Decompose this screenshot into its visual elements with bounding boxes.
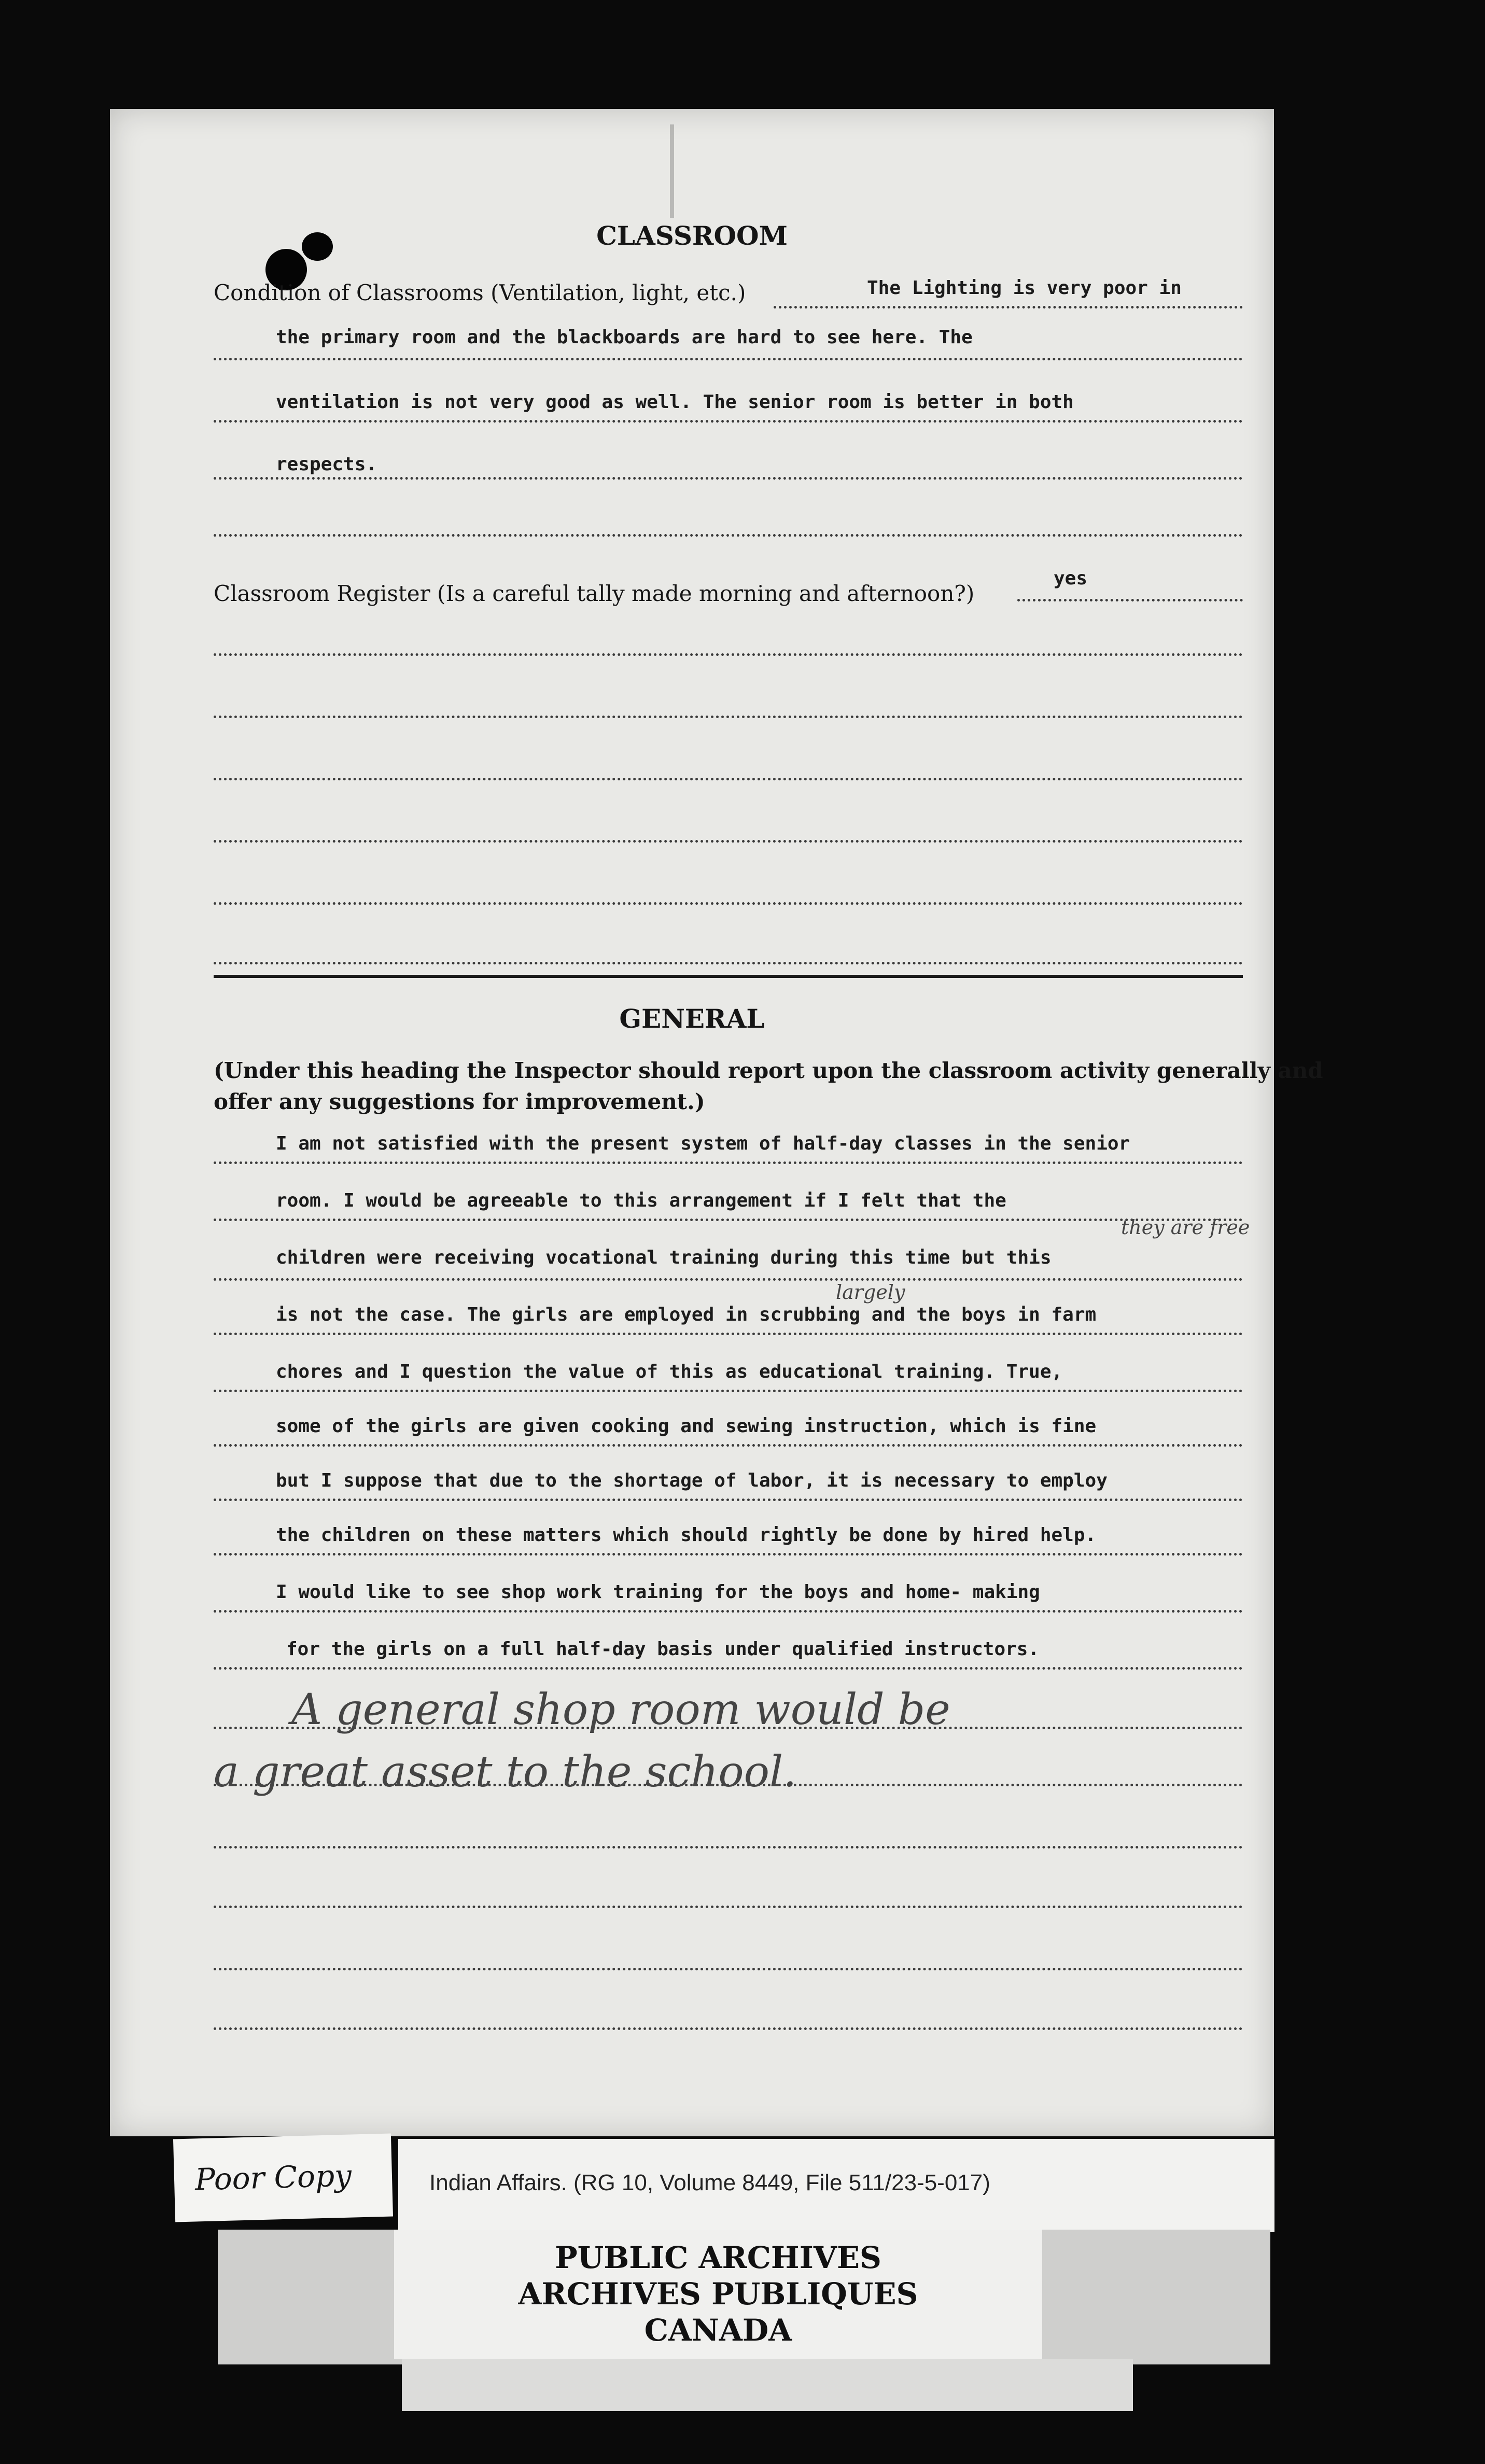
- dotted-line: [214, 1333, 1243, 1335]
- classroom-heading: CLASSROOM: [596, 220, 788, 251]
- general-line-10: for the girls on a full half-day basis under qualified instructors.: [286, 1639, 1040, 1660]
- dotted-line: [214, 1667, 1243, 1670]
- general-line-6: some of the girls are given cooking and sewing instruction, which is fine: [276, 1416, 1097, 1437]
- handwritten-insert-largely: largely: [836, 1281, 905, 1304]
- dotted-line: [214, 840, 1243, 843]
- poor-copy-card: [173, 2134, 393, 2222]
- condition-line-2: the primary room and the blackboards are hard to see here. The: [276, 327, 973, 348]
- document-page: [110, 109, 1323, 2136]
- dotted-line: [774, 306, 1243, 309]
- dotted-line: [214, 1610, 1243, 1613]
- dotted-line: [214, 716, 1243, 718]
- archives-country: CANADA: [644, 2313, 792, 2348]
- dotted-line: [214, 1390, 1243, 1392]
- general-line-3: children were receiving vocational training during this time but this: [276, 1247, 1052, 1268]
- dotted-line: [1017, 599, 1243, 601]
- dotted-line: [214, 1219, 1243, 1221]
- dotted-line: [214, 2027, 1243, 2030]
- archives-stamp-tab: [402, 2359, 1133, 2411]
- dotted-line: [214, 358, 1243, 360]
- condition-label: Condition of Classrooms (Ventilation, light, etc.): [214, 280, 746, 305]
- dotted-line: [214, 902, 1243, 905]
- register-label: Classroom Register (Is a careful tally made morning and afternoon?): [214, 581, 975, 606]
- dotted-line: [214, 1161, 1243, 1164]
- poor-copy-label: Poor Copy: [194, 2158, 352, 2197]
- dotted-line: [214, 1553, 1243, 1556]
- handwritten-line-1: A general shop room would be: [291, 1685, 950, 1734]
- dotted-line: [214, 1968, 1243, 1970]
- general-line-9: I would like to see shop work training for the boys and home- making: [276, 1581, 1040, 1603]
- general-line-8: the children on these matters which should rightly be done by hired help.: [276, 1524, 1097, 1546]
- dotted-line: [214, 420, 1243, 423]
- dotted-line: [214, 534, 1243, 537]
- archives-english: PUBLIC ARCHIVES: [555, 2240, 881, 2275]
- dotted-line: [214, 1846, 1243, 1849]
- condition-line-3: ventilation is not very good as well. The senior room is better in both: [276, 391, 1074, 413]
- section-divider: [214, 975, 1243, 978]
- handwritten-line-2: a great asset to the school.: [214, 1747, 797, 1797]
- general-line-5: chores and I question the value of this as educational training. True,: [276, 1361, 1063, 1382]
- handwritten-insert-free: they are free: [1121, 1216, 1250, 1239]
- dotted-line: [214, 778, 1243, 780]
- dotted-line: [214, 1444, 1243, 1447]
- general-line-4: is not the case. The girls are employed in scrubbing and the boys in farm: [276, 1304, 1097, 1325]
- dotted-line: [214, 1278, 1243, 1281]
- reference-strip: [398, 2139, 1274, 2232]
- paper-fold-mark: [670, 124, 674, 218]
- general-line-2: room. I would be agreeable to this arrangement if I felt that the: [276, 1190, 1006, 1211]
- general-heading: GENERAL: [619, 1003, 765, 1034]
- condition-line-4: respects.: [276, 454, 377, 475]
- dotted-line: [214, 477, 1243, 480]
- dotted-line: [214, 962, 1243, 964]
- general-line-1: I am not satisfied with the present system of half-day classes in the senior: [276, 1133, 1130, 1154]
- dotted-line: [214, 653, 1243, 656]
- general-instruction-line-1: (Under this heading the Inspector should report upon the classroom activity generally and: [214, 1058, 1323, 1083]
- register-answer: yes: [1054, 568, 1088, 589]
- general-line-7: but I suppose that due to the shortage of labor, it is necessary to employ: [276, 1470, 1108, 1491]
- dotted-line: [214, 1499, 1243, 1501]
- general-instruction-line-2: offer any suggestions for improvement.): [214, 1089, 705, 1114]
- archives-french: ARCHIVES PUBLIQUES: [518, 2276, 918, 2312]
- archives-stamp: [394, 2230, 1042, 2359]
- condition-line-1: The Lighting is very poor in: [867, 277, 1182, 299]
- dotted-line: [214, 1906, 1243, 1908]
- archive-reference: Indian Affairs. (RG 10, Volume 8449, File 511/23-5-017): [429, 2170, 990, 2195]
